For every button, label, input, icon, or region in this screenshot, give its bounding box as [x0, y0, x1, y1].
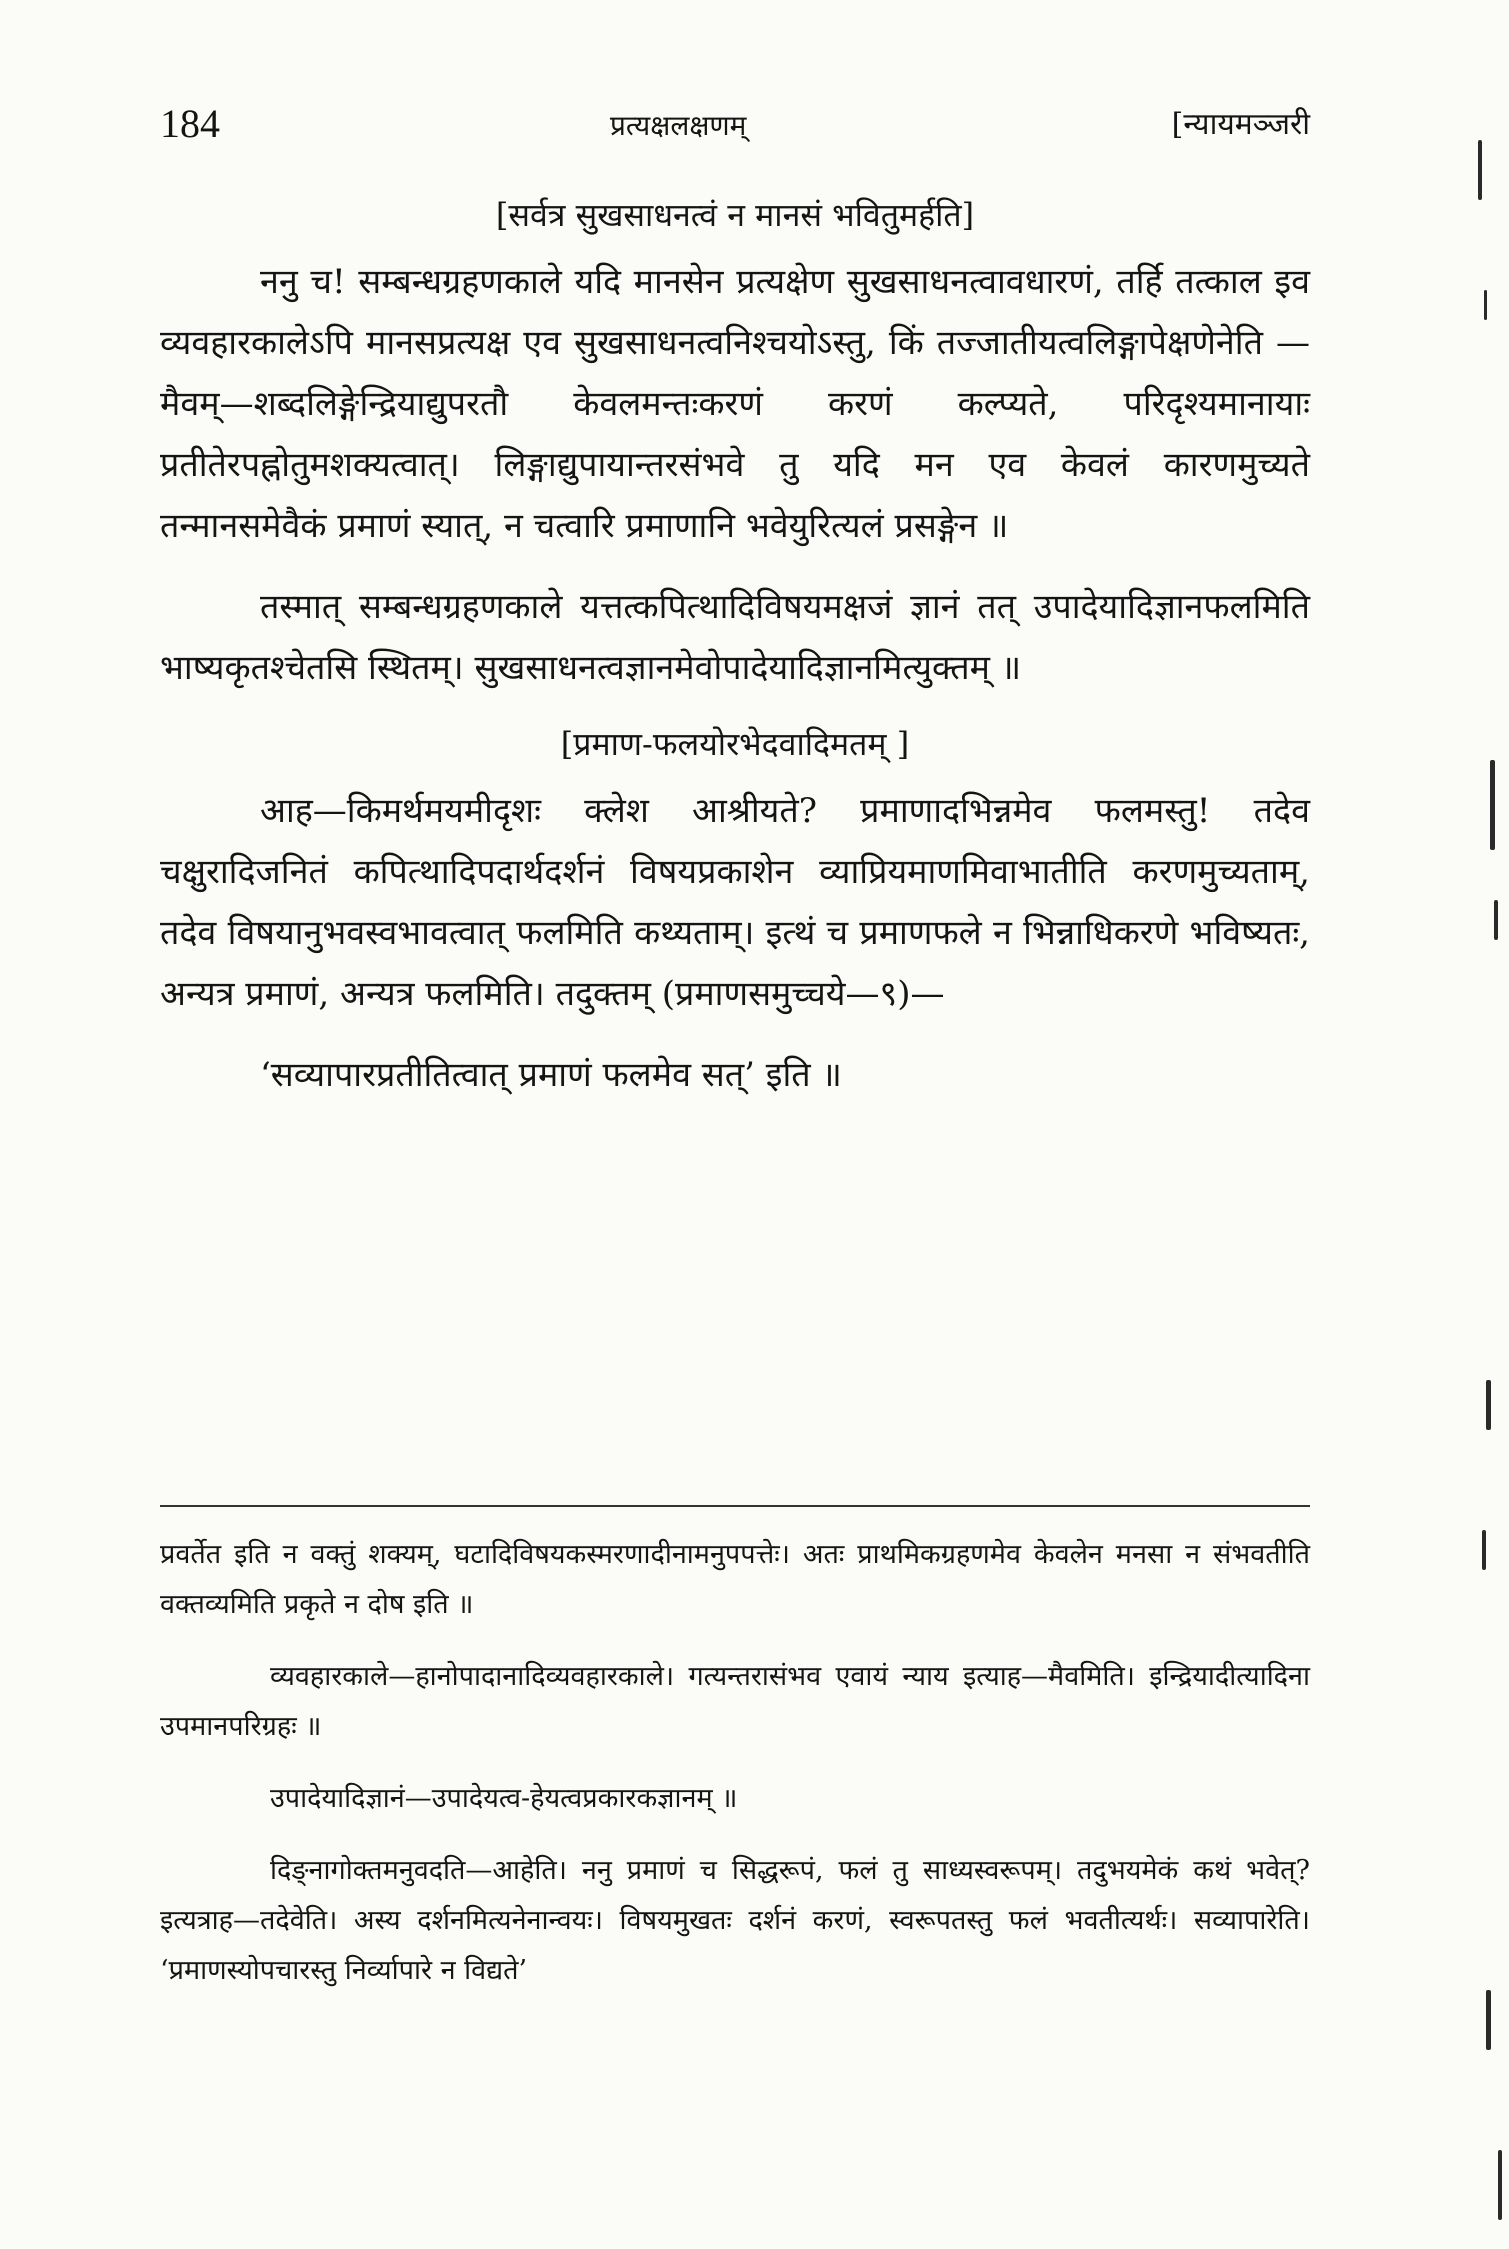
page-number: 184 [160, 101, 220, 146]
scan-edge-mark [1478, 140, 1482, 200]
footnote-2: व्यवहारकाले—हानोपादानादिव्यवहारकाले। गत्यन्तरासंभव एवायं न्याय इत्याह—मैवमिति। इन्द्रियादीत्यादिना उपमानपरिग्रहः ॥ [160, 1661, 1310, 1742]
footnote-3: उपादेयादिज्ञानं—उपादेयत्व-हेयत्वप्रकारकज्ञानम् ॥ [270, 1783, 738, 1814]
scan-edge-mark [1498, 2150, 1502, 2220]
footnote-4: दिङ्नागोक्तमनुवदति—आहेति। ननु प्रमाणं च सिद्धरूपं, फलं तु साध्यस्वरूपम्। तदुभयमेकं कथं भवेत्? इत्यत्राह—तदेवेति। अस्य दर्शनमित्यनेनान्वयः। विषयमुखतः दर्शनं करणं, स्वरूपतस्तु फलं भवतीत्यर्थः। सव्यापारेति। ‘प्रमाणस्योपचारस्तु निर्व्यापारे न विद्यते’ [160, 1855, 1310, 1986]
main-text [160, 190, 1310, 1106]
footnote-1: प्रवर्तेत इति न वक्तुं शक्यम्, घटादिविषयकस्मरणादीनामनुपपत्तेः। अतः प्राथमिकग्रहणमेव केवलेन मनसा न संभवतीति वक्तव्यमिति प्रकृते न दोष इति ॥ [160, 1539, 1310, 1620]
page-header [160, 100, 1310, 160]
scan-edge-mark [1494, 900, 1498, 940]
quoted-verse: ‘सव्यापारप्रतीतित्वात् प्रमाणं फलमेव सत्’ इति ॥ [260, 1055, 842, 1095]
book-title: [न्यायमञ्जरी [1171, 107, 1310, 142]
section-heading-2: [प्रमाण-फलयोरभेदवादिमतम् ] [560, 725, 910, 763]
section-heading-1: [सर्वत्र सुखसाधनत्वं न मानसं भवितुमर्हति] [495, 196, 975, 234]
paragraph-2: तस्मात् सम्बन्धग्रहणकाले यत्तत्कपित्थादिविषयमक्षजं ज्ञानं तत् उपादेयादिज्ञानफलमिति भाष्यकृतश्चेतसि स्थितम्। सुखसाधनत्वज्ञानमेवोपादेयादिज्ञानमित्युक्तम् ॥ [160, 587, 1310, 688]
scan-edge-mark [1490, 760, 1495, 850]
scan-edge-mark [1486, 1380, 1491, 1430]
footnotes [160, 1530, 1310, 2018]
running-title: प्रत्यक्षलक्षणम् [610, 109, 747, 142]
paragraph-3: आह—किमर्थमयमीदृशः क्लेश आश्रीयते? प्रमाणादभिन्नमेव फलमस्तु! तदेव चक्षुरादिजनितं कपित्थादिपदार्थदर्शनं विषयप्रकाशेन व्याप्रियमाणमिवाभातीति करणमुच्यताम्, तदेव विषयानुभवस्वभावत्वात् फलमिति कथ्यताम्। इत्थं च प्रमाणफले न भिन्नाधिकरणे भविष्यतः, अन्यत्र प्रमाणं, अन्यत्र फलमिति। तदुक्तम् (प्रमाणसमुच्चये—९)— [160, 791, 1310, 1014]
footnote-divider [160, 1505, 1310, 1507]
scan-edge-mark [1486, 1990, 1491, 2050]
scan-edge-mark [1484, 290, 1487, 320]
paragraph-1: ननु च! सम्बन्धग्रहणकाले यदि मानसेन प्रत्यक्षेण सुखसाधनत्वावधारणं, तर्हि तत्काल इव व्यवहारकालेऽपि मानसप्रत्यक्ष एव सुखसाधनत्वनिश्चयोऽस्तु, किं तज्जातीयत्वलिङ्गापेक्षणेनेति — मैवम्—शब्दलिङ्गेन्द्रियाद्युपरतौ केवलमन्तःकरणं करणं कल्प्यते, परिदृश्यमानायाः प्रतीतेरपह्नोतुमशक्यत्वात्। लिङ्गाद्युपायान्तरसंभवे तु यदि मन एव केवलं कारणमुच्यते तन्मानसमेवैकं प्रमाणं स्यात्, न चत्वारि प्रमाणानि भवेयुरित्यलं प्रसङ्गेन ॥ [160, 262, 1310, 546]
scan-edge-mark [1482, 1530, 1486, 1570]
